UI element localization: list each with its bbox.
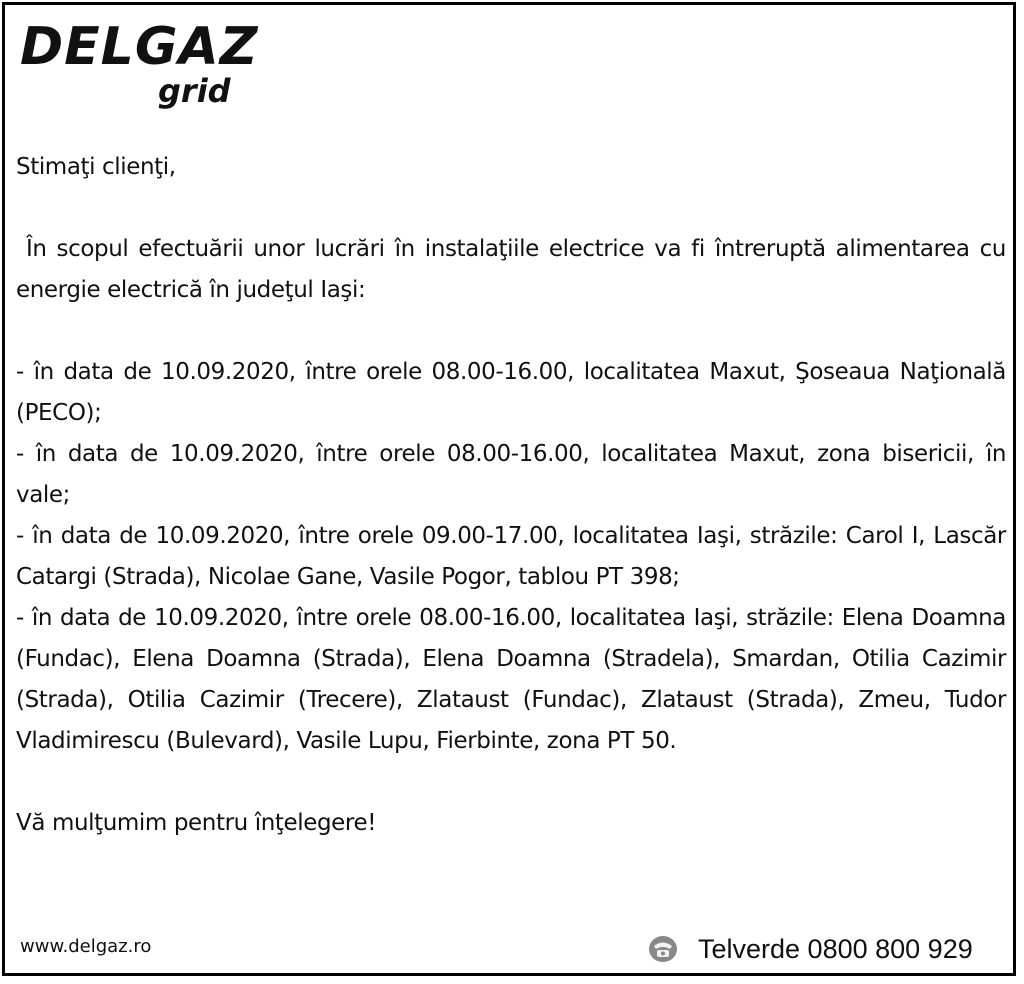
spacer [16,762,1006,803]
spacer [16,311,1006,352]
delgaz-grid-logo [20,18,260,114]
outage-item: - în data de 10.09.2020, între orele 08.00-16.00, localitatea Iaşi, străzile: Elena Doamna (Fundac), Elena Doamna (Strada), Elena Doamna (Stradela), Smardan, Otilia Cazimir (Strada), Otilia Cazimir (Trecere), Zlataust (Fundac), Zlataust (Strada), Zmeu, Tudor Vladimirescu (Bulevard), Vasile Lupu, Fierbinte, zona PT 50. [16,605,1006,754]
notice-body [16,147,1006,844]
website-link[interactable]: www.delgaz.ro [20,936,152,957]
outage-item: - în data de 10.09.2020, între orele 08.00-16.00, localitatea Maxut, Şoseaua Naţională (PECO); [16,359,1006,426]
logo-sub-text: grid [158,72,231,110]
phone-contact [648,932,973,966]
spacer [16,188,1006,229]
logo-main-text: DELGAZ [20,17,259,77]
intro-paragraph: În scopul efectuării unor lucrări în instalaţiile electrice va fi întreruptă alimentarea cu energie electrică în judeţul Iaşi: [16,236,1006,303]
outage-item: - în data de 10.09.2020, între orele 09.00-17.00, localitatea Iaşi, străzile: Carol I, Lascăr Catargi (Strada), Nicolae Gane, Vasile Pogor, tablou PT 398; [16,523,1006,590]
phone-number: Telverde 0800 800 929 [698,934,973,964]
closing: Vă mulţumim pentru înţelegere! [16,810,377,836]
outage-item: - în data de 10.09.2020, între orele 08.00-16.00, localitatea Maxut, zona bisericii, în vale; [16,441,1006,508]
greeting: Stimaţi clienţi, [16,154,176,180]
telephone-icon [648,934,678,964]
